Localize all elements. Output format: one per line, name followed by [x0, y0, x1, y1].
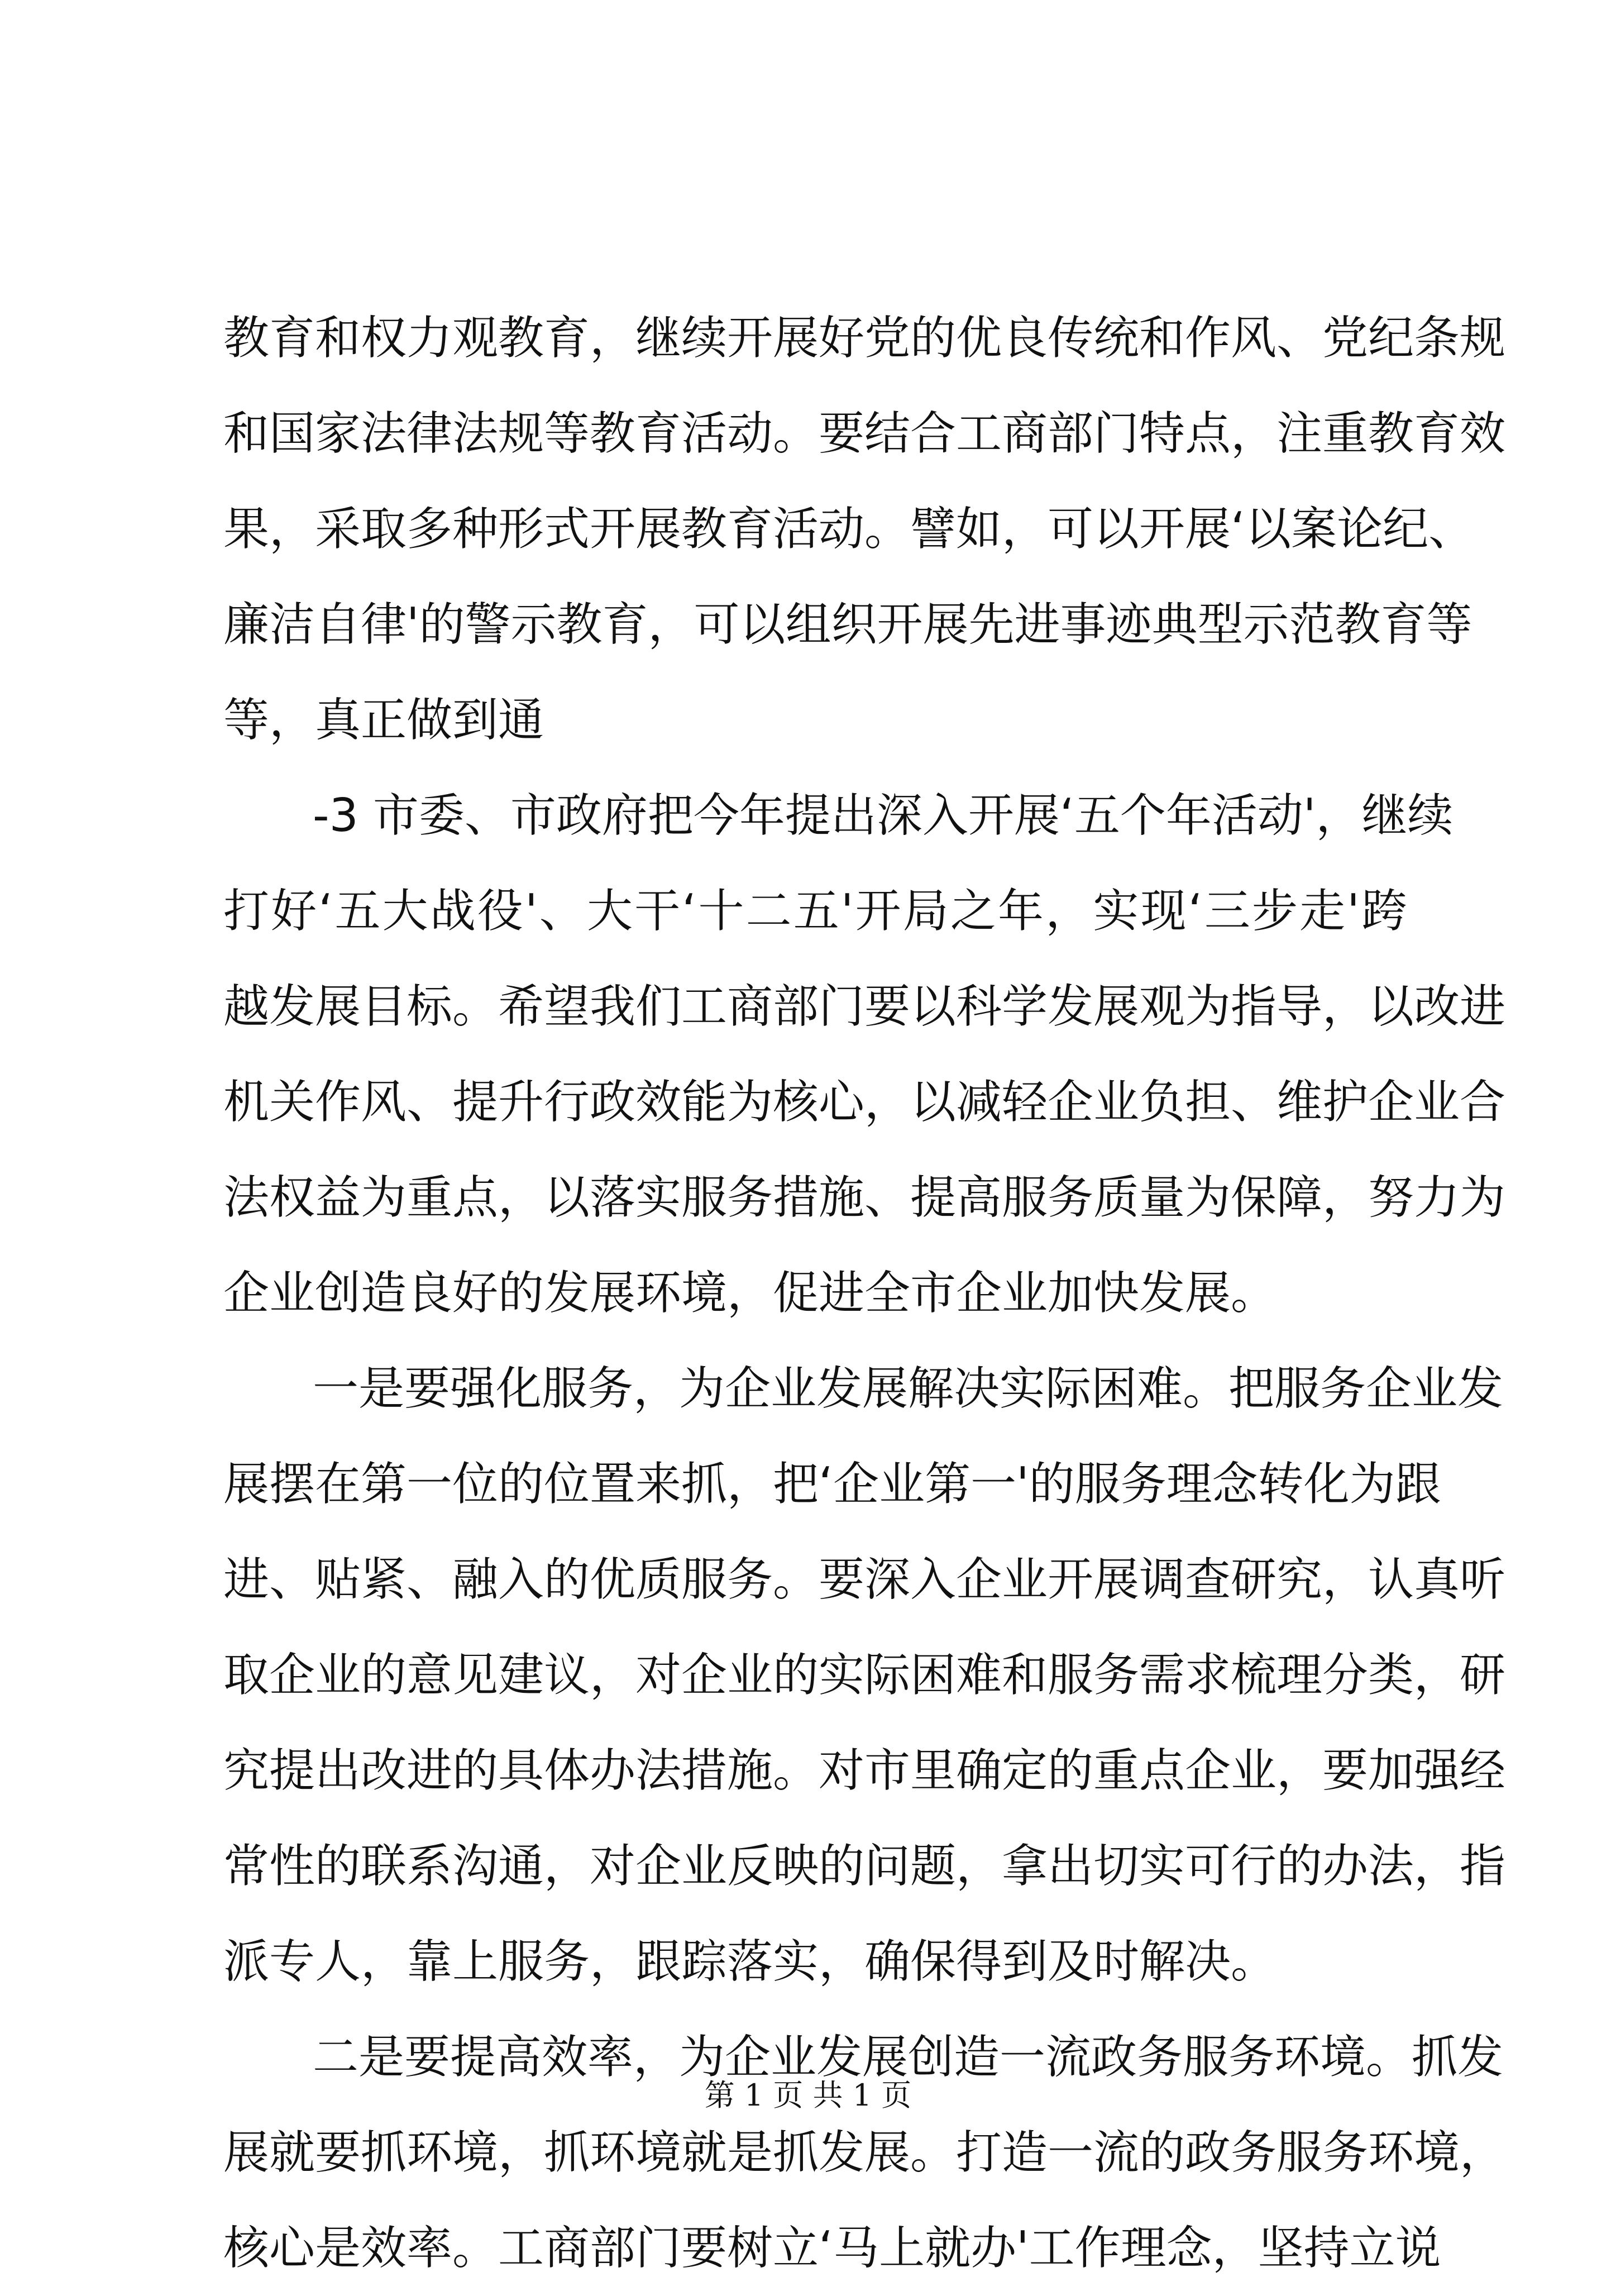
text-line: 和国家法律法规等教育活动。要结合工商部门特点，注重教育效 — [223, 407, 1506, 460]
text-line: 等，真正做到通 — [223, 694, 544, 747]
text-line: -3 市委、市政府把今年提出深入开展‘五个年活动'，继续 — [313, 789, 1454, 842]
text-line: 究提出改进的具体办法措施。对市里确定的重点企业，要加强经 — [223, 1744, 1506, 1797]
text-line: 机关作风、提升行政效能为核心，以减轻企业负担、维护企业合 — [223, 1076, 1506, 1129]
text-line: 教育和权力观教育，继续开展好党的优良传统和作风、党纪条规 — [223, 312, 1506, 365]
text-line: 展摆在第一位的位置来抓，把‘企业第一'的服务理念转化为跟 — [223, 1458, 1441, 1511]
text-line: 法权益为重点，以落实服务措施、提高服务质量为保障，努力为 — [223, 1171, 1506, 1224]
text-line: 越发展目标。希望我们工商部门要以科学发展观为指导，以改进 — [223, 980, 1506, 1033]
text-line: 常性的联系沟通，对企业反映的问题，拿出切实可行的办法，指 — [223, 1840, 1506, 1893]
body-text — [223, 290, 1506, 2296]
text-line: 派专人，靠上服务，跟踪落实，确保得到及时解决。 — [223, 1935, 1277, 1988]
text-line: 核心是效率。工商部门要树立‘马上就办'工作理念，坚持立说 — [223, 2222, 1441, 2275]
text-line: 二是要提高效率，为企业发展创造一流政务服务环境。抓发 — [313, 2031, 1504, 2084]
text-line: 果，采取多种形式开展教育活动。譬如，可以开展‘以案论纪、 — [223, 503, 1475, 556]
text-line: 廉洁自律'的警示教育，可以组织开展先进事迹典型示范教育等 — [223, 598, 1472, 651]
text-line: 一是要强化服务，为企业发展解决实际困难。把服务企业发 — [313, 1362, 1504, 1415]
text-line: 打好‘五大战役'、大干‘十二五'开局之年，实现‘三步走'跨 — [223, 885, 1407, 938]
page-footer: 第 1 页 共 1 页 — [704, 2078, 912, 2113]
text-line: 企业创造良好的发展环境，促进全市企业加快发展。 — [223, 1267, 1277, 1320]
text-line: 取企业的意见建议，对企业的实际困难和服务需求梳理分类，研 — [223, 1649, 1506, 1702]
text-line: 进、贴紧、融入的优质服务。要深入企业开展调查研究，认真听 — [223, 1553, 1506, 1606]
text-line: 展就要抓环境，抓环境就是抓发展。打造一流的政务服务环境， — [223, 2126, 1506, 2179]
